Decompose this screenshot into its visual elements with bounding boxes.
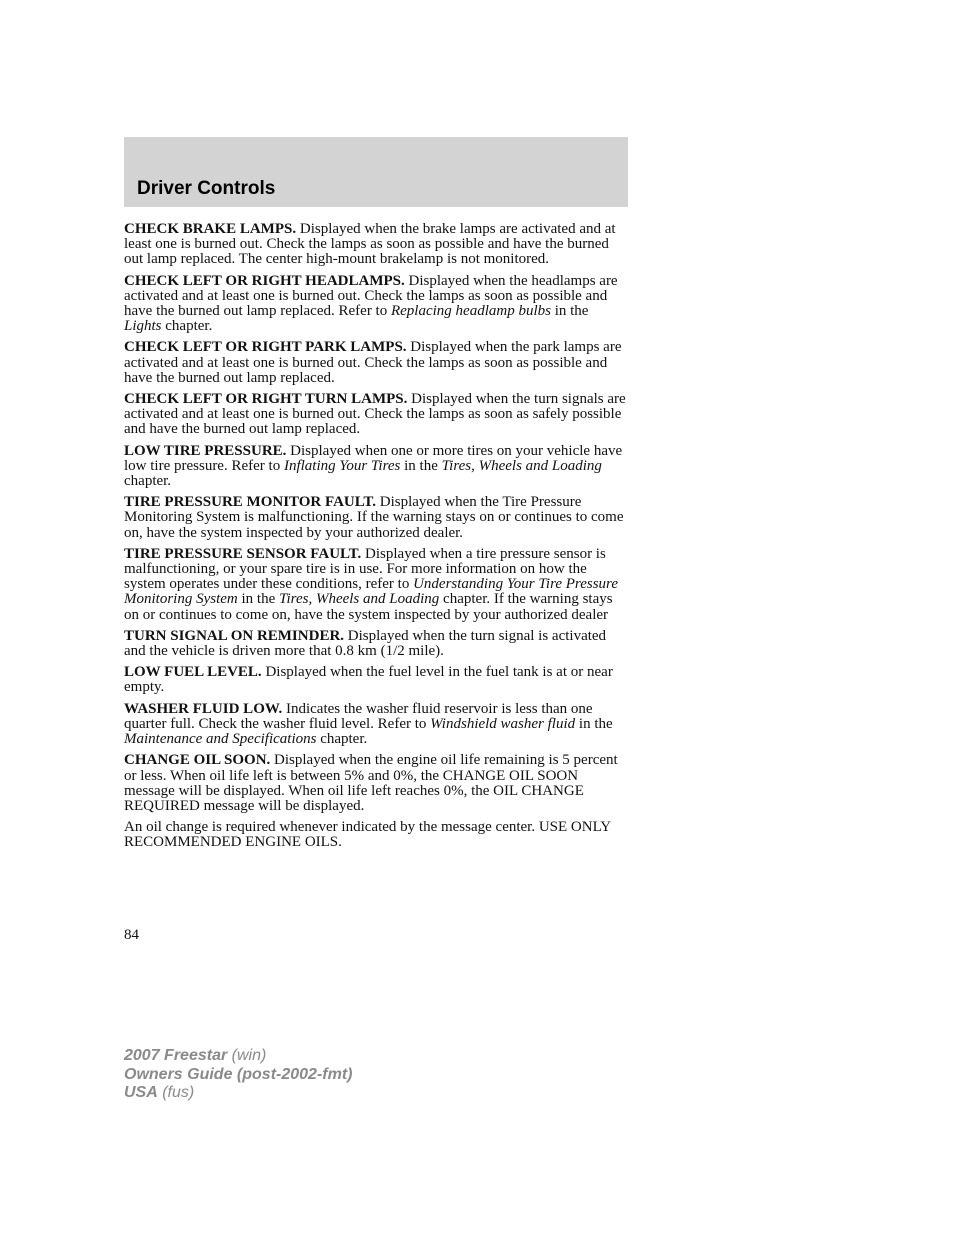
reference-text: Replacing headlamp bulbs xyxy=(390,303,551,320)
message-term: CHECK LEFT OR RIGHT PARK LAMPS. xyxy=(124,339,407,356)
description-text: Displayed when the park lamps are activated and at least one is burned out. Check the lamps as soon as possible and have the burned out lamp replaced. xyxy=(124,339,622,386)
description-text: Displayed when the turn signals are activated and at least one is burned out. Check the lamps as soon as safely possible and have the burned out lamp replaced. xyxy=(124,391,626,438)
description-text: Displayed when the fuel level in the fuel tank is at or near empty. xyxy=(124,664,613,696)
description-text: chapter. xyxy=(316,731,368,748)
description-text: Displayed when the turn signal is activated and the vehicle is driven more that 0.8 km (1/2 mile). xyxy=(124,627,607,660)
description-text: Displayed when the brake lamps are activated and at least one is burned out. Check the lamps as soon as possible and have the burned out lamp replaced. The center high-mount brakelamp is not monitored. xyxy=(124,221,616,268)
description-text: Displayed when the Tire Pressure Monitoring System is malfunctioning. If the warning stays on or continues to come on, have the system inspected by your authorized dealer. xyxy=(124,494,624,541)
description-text: Displayed when a tire pressure sensor is malfunctioning, or your spare tire is in use. For more information on how the system operates under these conditions, refer to xyxy=(124,545,606,593)
message-entry xyxy=(124,665,626,695)
message-term: CHECK LEFT OR RIGHT TURN LAMPS. xyxy=(124,391,408,408)
message-entry xyxy=(124,274,626,335)
message-entry xyxy=(124,392,626,438)
page-number: 84 xyxy=(124,927,139,943)
description-text: chapter. xyxy=(124,473,172,490)
description-text: in the xyxy=(237,591,279,608)
message-term: CHECK LEFT OR RIGHT HEADLAMPS. xyxy=(124,272,405,289)
reference-text: Understanding Your Tire Pressure Monitoring System xyxy=(124,576,618,608)
description-text: Indicates the washer fluid reservoir is less than one quarter full. Check the washer fluid level. Refer to xyxy=(124,700,593,732)
description-text: in the xyxy=(575,715,613,732)
message-entry xyxy=(124,222,626,268)
description-text: in the xyxy=(400,457,442,474)
message-term: TURN SIGNAL ON REMINDER. xyxy=(124,627,345,644)
description-text: Displayed when the engine oil life remaining is 5 percent or less. When oil life left is between 5% and 0%, the CHANGE OIL SOON message will be displayed. When oil life left reaches 0%, the OIL CHANGE REQUIRED message will be displayed. xyxy=(124,752,618,814)
description-text: in the xyxy=(550,303,589,320)
description-text: An oil change is required whenever indicated by the message center. USE ONLY RECOMMENDED ENGINE OILS. xyxy=(124,819,611,851)
message-entry xyxy=(124,444,626,490)
message-term: CHECK BRAKE LAMPS. xyxy=(124,221,297,237)
footer-line-2: Owners Guide (post-2002-fmt) xyxy=(124,1065,353,1083)
message-term: TIRE PRESSURE MONITOR FAULT. xyxy=(124,494,376,511)
message-entry xyxy=(124,702,626,748)
footer-line-1: 2007 Freestar (win) xyxy=(124,1047,267,1064)
section-title: Driver Controls xyxy=(137,178,276,199)
reference-text: Maintenance and Specifications xyxy=(124,731,317,748)
message-entry xyxy=(124,547,626,623)
description-text: Displayed when the headlamps are activated and at least one is burned out. Check the lamps as soon as possible and have the burned out lamp replaced. Refer to xyxy=(124,272,618,320)
reference-text: Lights xyxy=(124,318,162,335)
message-term: CHANGE OIL SOON. xyxy=(124,752,271,769)
reference-text: Tires, Wheels and Loading xyxy=(279,591,440,608)
body-content xyxy=(124,222,626,857)
message-entry xyxy=(124,753,626,814)
message-term: TIRE PRESSURE SENSOR FAULT. xyxy=(124,545,362,562)
message-term: LOW TIRE PRESSURE. xyxy=(124,442,287,459)
message-entry xyxy=(124,495,626,541)
message-entry xyxy=(124,820,626,850)
description-text: chapter. If the warning stays on or continues to come on, have the system inspected by your authorized dealer xyxy=(124,591,613,623)
message-entry xyxy=(124,340,626,386)
message-term: WASHER FLUID LOW. xyxy=(124,700,283,717)
description-text: chapter. xyxy=(161,318,213,335)
message-term: LOW FUEL LEVEL. xyxy=(124,664,262,681)
description-text: Displayed when one or more tires on your vehicle have low tire pressure. Refer to xyxy=(124,442,623,474)
reference-text: Inflating Your Tires xyxy=(283,457,401,474)
reference-text: Windshield washer fluid xyxy=(430,715,576,732)
reference-text: Tires, Wheels and Loading xyxy=(441,457,602,474)
message-entry xyxy=(124,629,626,659)
document-footer xyxy=(124,1047,352,1103)
footer-line-3: USA (fus) xyxy=(124,1084,195,1101)
